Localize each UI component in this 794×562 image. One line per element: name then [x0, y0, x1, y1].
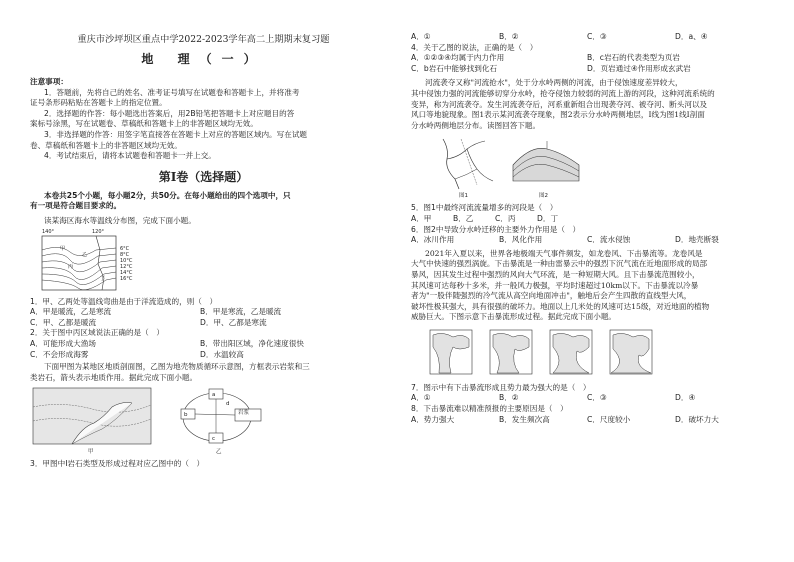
passage-line: 大气中快速的强烈涡旋。下击暴流是一种由雷暴云中的强烈下沉气流在近地面形成的局部: [411, 259, 708, 269]
river-map-graphic: [437, 135, 497, 191]
passage-line: 其中侵蚀力强的河流能够切穿分水岭，抢夺侵蚀力较弱的河流上游的河段，这种河流系统的: [411, 88, 715, 98]
option[interactable]: A．甲是暖流，乙是寒流: [30, 307, 112, 317]
option[interactable]: D．地壳断裂: [675, 235, 719, 245]
map-letter: 丙: [68, 263, 74, 270]
q8-options: [411, 415, 768, 426]
question-7: 7．图示中有下击暴流形成且势力最为强大的是（ ）: [411, 382, 591, 392]
intro-text: 类岩石，箭头表示地质作用。据此完成下面小题。: [30, 372, 198, 382]
downburst-figures: [411, 327, 768, 379]
exam-title: 重庆市沙坪坝区重点中学2022-2023学年高二上期期末复习题: [77, 34, 330, 45]
q4-options: [411, 64, 768, 75]
q3-options: [411, 32, 768, 43]
iso-label: 12°C: [120, 263, 133, 270]
q4-options: [411, 53, 768, 64]
question-8: 8．下击暴流难以精准预报的主要原因是（ ）: [411, 404, 568, 414]
q6-options: [411, 235, 768, 246]
option[interactable]: D．破坏力大: [675, 414, 719, 424]
section-desc: 有一项是符合题目要求的。: [30, 201, 122, 211]
downburst-stage-1: [429, 329, 473, 375]
rock-letter: c: [212, 436, 216, 443]
notice-line: 4．考试结束后，请将本试题卷和答题卡一并上交。: [44, 151, 216, 161]
option[interactable]: D．甲、乙都是寒流: [200, 317, 267, 327]
iso-label: 14°C: [120, 269, 133, 276]
figure-caption: 图2: [539, 193, 548, 200]
notice-line: 案标号涂黑，写在试题卷、草稿纸和答题卡上的非答题区域均无效。: [30, 119, 258, 129]
passage-line: 风口等地貌现象。图1表示某河流袭夺现象，图2表示分水岭两侧地层，Ⅰ线为图1线Ⅰ剖面: [411, 110, 705, 120]
notice-line: 3．非选择题的作答：用签字笔直接答在答题卡上对应的答题区域内。写在试题: [44, 129, 308, 139]
iso-label: 16°C: [120, 275, 133, 282]
intro-text: 读某海区海水等温线分布图，完成下面小题。: [44, 215, 196, 225]
q2-options: [30, 339, 377, 350]
option[interactable]: B．②: [499, 32, 519, 41]
section-title: 第Ⅰ卷（选择题）: [158, 169, 249, 184]
option[interactable]: C．丙: [495, 213, 516, 223]
question-4: 4．关于乙图的说法，正确的是（ ）: [411, 42, 538, 52]
option[interactable]: C．甲、乙都是暖流: [30, 317, 97, 327]
q2-options: [30, 350, 377, 361]
river-capture-figures: [411, 135, 768, 199]
figure-caption-yi: 乙: [216, 449, 222, 456]
option[interactable]: D．页岩通过④作用形成玄武岩: [587, 63, 691, 73]
isotherm-map: [30, 230, 377, 294]
question-1: 1．甲、乙两处等温线弯曲是由于洋流造成的，则（ ）: [30, 296, 218, 306]
lon-label: 140°: [42, 228, 55, 235]
downburst-stage-4: [609, 329, 653, 375]
map-letter: 乙: [82, 251, 88, 258]
section-desc: 本卷共25个小题，每小题2分，共50分。在每小题给出的四个选项中，只: [44, 190, 291, 200]
notice-line: 证号条形码粘贴在答题卡上的指定位置。: [30, 98, 167, 108]
passage-line: 2021年入夏以来，世界各地极端天气事件频发，如龙卷风、下击暴流等。龙卷风是: [425, 248, 703, 258]
isotherm-map-graphic: [40, 230, 120, 292]
q5-options: [411, 214, 768, 225]
downburst-stage-2: [489, 329, 533, 375]
option[interactable]: A．①: [411, 393, 431, 403]
option[interactable]: D．水温较高: [200, 349, 244, 359]
rock-letter: a: [212, 392, 216, 399]
passage-line: 者为"一股伴随强烈的冷气流从高空向地面冲击"，触地后会产生四散的直线型大风，: [411, 291, 692, 301]
option[interactable]: C．不会形成海雾: [30, 349, 89, 359]
geologic-section-graphic: [32, 387, 152, 445]
notice-heading: 注意事项：: [30, 77, 68, 86]
passage-line: 其风速可达每秒十多米，并一般风力极强，平均时速超过10km以下。下击暴流以冷暴: [411, 280, 699, 290]
option[interactable]: D．a、④: [675, 32, 708, 41]
passage-line: 河流袭夺又称"河流抢水"，处于分水岭两侧的河流，由于侵蚀速度差异较大，: [425, 78, 683, 88]
figure-caption-jia: 甲: [88, 449, 94, 456]
option[interactable]: D．丁: [537, 213, 559, 223]
option[interactable]: B．带出阳区域，净化速度很快: [200, 338, 304, 348]
q1-options: [30, 318, 377, 329]
notice-line: 卷、草稿纸和答题卡上的非答题区域均无效。: [30, 140, 182, 150]
option[interactable]: B．发生频次高: [499, 414, 550, 424]
map-letter: 丁: [100, 275, 106, 282]
option[interactable]: A．①②③④均属于内力作用: [411, 53, 505, 63]
magma-label: 岩浆: [238, 410, 250, 417]
lon-label: 120°: [92, 228, 105, 235]
question-2: 2．关于图中丙区域说法正确的是（ ）: [30, 328, 164, 338]
notice-line: 2．选择题的作答：每小题选出答案后，用2B铅笔把答题卡上对应题目的答: [44, 108, 295, 118]
passage-line: 破坏性极其强大，具有很强的破坏力。地面以上几米处的风速可达15级，对近地面的植物: [411, 301, 710, 311]
rock-cycle-graphic: [165, 387, 275, 447]
option[interactable]: C．③: [587, 393, 607, 403]
passage-line: 暴风，因其发生过程中强烈的风向大气环流，是一种短期大风。且下击暴流范围较小，: [411, 269, 700, 279]
option[interactable]: B．风化作用: [499, 235, 543, 245]
option[interactable]: A．势力强大: [411, 414, 455, 424]
rock-letter: d: [226, 401, 230, 408]
iso-label: 8°C: [120, 251, 130, 258]
option[interactable]: D．④: [675, 393, 696, 403]
strata-section-graphic: [511, 141, 581, 185]
right-column: [397, 0, 794, 562]
option[interactable]: A．甲: [411, 213, 432, 223]
passage-line: 分水岭两侧地层分布。读图回答下题。: [411, 120, 541, 130]
option[interactable]: A．冰川作用: [411, 235, 455, 245]
passage-line: 变异，称为河流袭夺。发生河流袭夺后，河系重新组合出现袭夺河、被夺河、断头河以及: [411, 99, 708, 109]
option[interactable]: C．流水侵蚀: [587, 235, 631, 245]
geology-figures: [30, 387, 377, 457]
q7-options: [411, 393, 768, 404]
option[interactable]: C．b岩石中能够找到化石: [411, 63, 498, 73]
exam-subtitle: 地 理（一）: [141, 52, 266, 66]
option[interactable]: C．尺度较小: [587, 414, 631, 424]
rock-letter: b: [184, 412, 188, 419]
option[interactable]: C．③: [587, 32, 607, 41]
downburst-stage-3: [549, 329, 593, 375]
option[interactable]: A．可能形成大渔场: [30, 338, 96, 348]
passage-line: 威胁巨大。下图示意下击暴流形成过程。据此完成下面小题。: [411, 312, 617, 322]
figure-caption: 图1: [459, 193, 468, 200]
iso-label: 10°C: [120, 257, 133, 264]
notice-line: 1．答题前，先将自己的姓名、准考证号填写在试题卷和答题卡上，并将准考: [44, 87, 300, 97]
option[interactable]: B．c岩石的代表类型为页岩: [587, 53, 680, 63]
option[interactable]: B．甲是寒流，乙是暖流: [200, 307, 282, 317]
intro-text: 下面甲图为某地区地质剖面图，乙图为地壳物质循环示意图，方框表示岩浆和三: [44, 362, 310, 372]
question-3: 3．甲图中Ⅰ岩石类型及形成过程对应乙图中的（ ）: [30, 459, 205, 469]
map-letter: 甲: [60, 245, 66, 252]
option[interactable]: A．①: [411, 32, 431, 41]
option[interactable]: B．乙: [453, 213, 474, 223]
option[interactable]: B．②: [499, 393, 519, 403]
question-5: 5．图1中最终河流流量增多的河段是（ ）: [411, 203, 558, 213]
question-6: 6．图2中导致分水岭迁移的主要外力作用是（ ）: [411, 224, 581, 234]
iso-label: 6°C: [120, 245, 130, 252]
q1-options: [30, 307, 377, 318]
